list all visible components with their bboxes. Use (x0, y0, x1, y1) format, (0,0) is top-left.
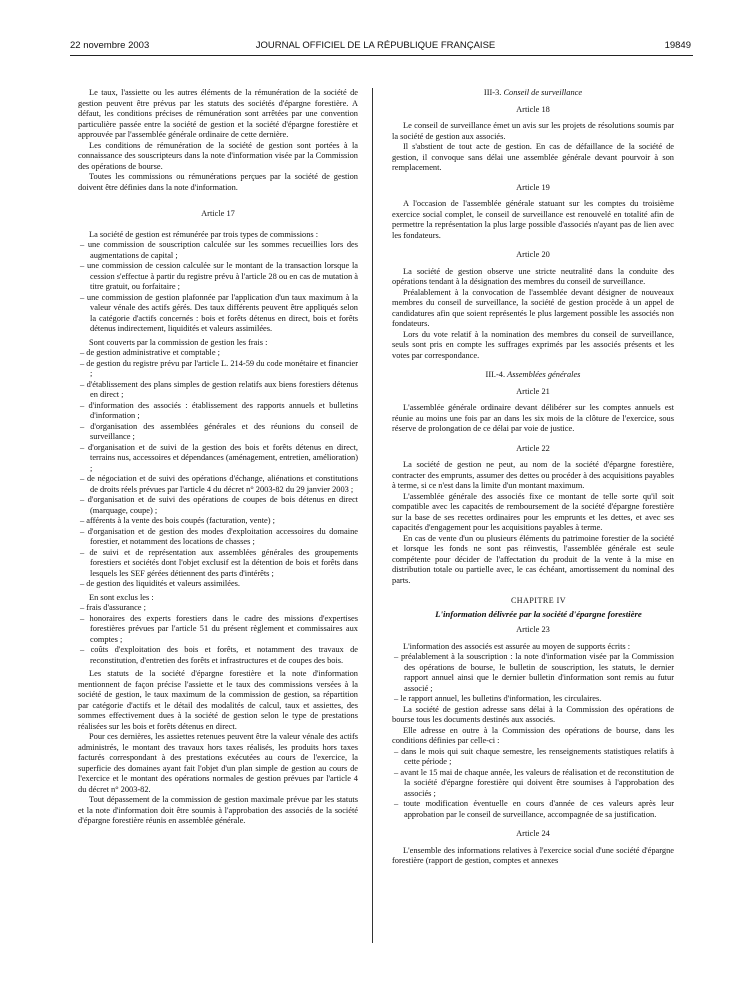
list-item: – honoraires des experts forestiers dans le cadre des missions d'expertises forestières prévues par l'article 51 du présent règlement et commissaires aux comptes ; (78, 614, 358, 646)
paragraph: La société de gestion est rémunérée par trois types de commissions : (89, 229, 319, 239)
paragraph: A l'occasion de l'assemblée générale statuant sur les comptes du troisième exercice social complet, le conseil de surveillance est renouvelé en totalité afin de permettre la représentation la plus large possible d'associés n'ayant pas de lien avec les fondateurs. (392, 199, 674, 240)
list-item: – dans le mois qui suit chaque semestre, les renseignements statistiques relatifs à cette période ; (392, 747, 674, 768)
list-item: – toute modification éventuelle en cours d'année de ces valeurs après leur approbation par le conseil de surveillance, accompagnée de sa justification. (392, 799, 674, 820)
article-heading: Article 18 (516, 104, 550, 114)
list-item: – d'organisation et de gestion des modes d'exploitation accessoires du domaine forestier, et notamment des locations de chasses ; (78, 527, 358, 548)
list-item: – de négociation et de suivi des opérations d'échange, aliénations et constitutions de droits réels prévues par l'article 4 du décret n° 2003-82 du 29 janvier 2003 ; (78, 474, 358, 495)
paragraph: En cas de vente d'un ou plusieurs éléments du patrimoine forestier de la société et lorsque les fonds ne sont pas réinvestis, l'assemblée générale est seule compétente pour décider de l'affectation du produit de la vente à la mise en distribution totale ou partielle avec, le cas échéant, amortissement du nominal des parts. (392, 533, 674, 585)
paragraph: L'information des associés est assurée au moyen de supports écrits : (403, 641, 631, 651)
paragraph: Lors du vote relatif à la nomination des membres du conseil de surveillance, seuls sont pris en compte les suffrages exprimés par les associés présents et les votes par correspondance. (392, 329, 674, 360)
list-item: – avant le 15 mai de chaque année, les valeurs de réalisation et de reconstitution de la société d'épargne forestière qui doivent être soumises à l'approbation des associés ; (392, 768, 674, 800)
article-heading: Article 23 (516, 625, 550, 634)
list-item: – d'organisation des assemblées générales et des réunions du conseil de surveillance ; (78, 422, 358, 443)
article-heading: Article 17 (201, 209, 235, 218)
list-item: – une commission de gestion plafonnée par l'application d'un taux maximum à la valeur vénale des actifs gérés. Des taux différents peuvent être appliqués selon la catégorie d'actifs concernés : bois et forêts détenus en direct, bois et forêts détenus indirectement, liquidités et valeurs assimilées. (78, 293, 358, 335)
paragraph: Elle adresse en outre à la Commission des opérations de bourse, dans les conditions définies par celle-ci : (392, 725, 674, 745)
right-column (392, 88, 674, 867)
commission-list (78, 240, 358, 335)
covered-costs-list (78, 348, 358, 590)
paragraph: Les statuts de la société d'épargne forestière et la note d'information mentionnent de façon précise l'assiette et le taux des commissions versées à la société de gestion, le taux maximum de la commission de gestion, sa répartition par catégorie d'actifs et le détail des modalités de calcul, taux et assiettes, des sommes effectivement dues à la société de gestion selon le type de prestations réalisées sur les bois et forêts détenus en direct. (78, 669, 358, 731)
information-supports-list (392, 652, 674, 705)
paragraph: La société de gestion ne peut, au nom de la société d'épargne forestière, contracter des emprunts, assumer des dettes ou procéder à des acquisitions payables à terme, si ce n'est dans la limite d'un montant maximum. (392, 460, 674, 490)
paragraph: L'assemblée générale des associés fixe ce montant de telle sorte qu'il soit compatible avec les capacités de remboursement de la société d'épargne forestière sur la base de ses recettes ordinaires pour les emprunts et les dettes, et avec ses capacités d'engagement pour les acquisitions payables à terme. (392, 491, 674, 532)
paragraph: En sont exclus les : (89, 592, 154, 602)
list-item: – afférents à la vente des bois coupés (facturation, vente) ; (78, 516, 358, 527)
list-item: – de suivi et de représentation aux assemblées générales des groupements forestiers et sociétés dont l'objet exclusif est la détention de bois et forêts dans lesquels les SEF gérées détiennent des parts d'intérêts ; (78, 548, 358, 580)
column-divider (372, 88, 373, 943)
paragraph: Toutes les commissions ou rémunérations perçues par la société de gestion doivent être définies dans la note d'information. (78, 172, 358, 192)
paragraph: L'ensemble des informations relatives à l'exercice social d'une société d'épargne forestière (rapport de gestion, comptes et annexes (392, 845, 674, 865)
paragraph: Sont couverts par la commission de gestion les frais : (89, 337, 268, 347)
paragraph: Les conditions de rémunération de la société de gestion sont portées à la connaissance des souscripteurs dans la note d'information visée par la Commission des opérations de bourse. (78, 140, 358, 171)
list-item: – frais d'assurance ; (78, 603, 358, 614)
list-item: – de gestion des liquidités et valeurs assimilées. (78, 579, 358, 590)
paragraph: La société de gestion observe une stricte neutralité dans la conduite des opérations tendant à la désignation des membres du conseil de surveillance. (392, 266, 674, 286)
cob-reporting-list (392, 747, 674, 821)
list-item: – coûts d'exploitation des bois et forêts, et notamment des travaux de reconstitution, d'entretien des forêts et infrastructures et de coupes des bois. (78, 645, 358, 666)
chapter-heading: CHAPITRE IV (510, 596, 567, 605)
list-item: – de gestion administrative et comptable ; (78, 348, 358, 359)
paragraph: L'assemblée générale ordinaire devant délibérer sur les comptes annuels est réunie au moins une fois par an dans les six mois de la clôture de l'exercice, sous réserve de prolongation de ce délai par voie de justice. (392, 403, 674, 433)
list-item: – une commission de cession calculée sur le montant de la transaction lorsque la cession s'effectue à partir du registre prévu à l'article 28 ou en cas de mutation à titre gratuit, ou forfaitaire ; (78, 261, 358, 293)
excluded-costs-list (78, 603, 358, 666)
list-item: – d'établissement des plans simples de gestion relatifs aux biens forestiers détenus en direct ; (78, 380, 358, 401)
list-item: – le rapport annuel, les bulletins d'information, les circulaires. (392, 694, 674, 705)
list-item: – d'information des associés : établissement des rapports annuels et bulletins d'information ; (78, 401, 358, 422)
article-heading: Article 21 (516, 386, 550, 396)
paragraph: Préalablement à la convocation de l'assemblée devant désigner de nouveaux membres du conseil de surveillance, la société de gestion procède à un appel de candidatures afin que soient représentés le plus largement possible les associés non fondateurs. (392, 287, 674, 328)
paragraph: Pour ces dernières, les assiettes retenues peuvent être la valeur vénale des actifs administrés, le montant des travaux hors taxes réalisés, les produits hors taxes facturés correspondant à des prestations exécutées au cours de l'exercice, la superficie des domaines ayant fait l'objet d'un plan simple de gestion au cours de l'exercice et le montant des opérations normales de gestion prévues par l'article 4 du décret n° 2003-82. (78, 732, 358, 794)
header-date: 22 novembre 2003 (70, 40, 150, 51)
paragraph: Le taux, l'assiette ou les autres éléments de la rémunération de la société de gestion peuvent être prévus par les statuts des sociétés d'épargne forestière. A défaut, les conditions précises de rémunération sont arrêtées par une convention particulière passée entre la société de gestion et la société d'épargne forestière et approuvée par l'assemblée générale ordinaire de cette dernière. (78, 88, 358, 139)
section-heading: III.-4. Assemblées générales (485, 370, 581, 379)
list-item: – préalablement à la souscription : la note d'information visée par la Commission des opérations de bourse, le bulletin de souscription, les statuts, le dernier rapport annuel ainsi que le dernier bulletin d'information sont remis au futur associé ; (392, 652, 674, 694)
article-heading: Article 24 (516, 829, 550, 838)
list-item: – d'organisation et de suivi des opérations de coupes de bois détenus en direct (marquage, coupe) ; (78, 495, 358, 516)
list-item: – d'organisation et de suivi de la gestion des bois et forêts détenus en direct, terrains nus, accessoires et dépendances (aménagement, entretien, amélioration) ; (78, 443, 358, 475)
list-item: – une commission de souscription calculée sur les sommes recueillies lors des augmentations de capital ; (78, 240, 358, 261)
article-heading: Article 19 (516, 182, 550, 192)
header-page-number: 19849 (664, 40, 691, 51)
header-title: JOURNAL OFFICIEL DE LA RÉPUBLIQUE FRANÇAISE (255, 40, 496, 51)
chapter-title: L'information délivrée par la société d'épargne forestière (435, 608, 642, 619)
article-heading: Article 22 (516, 443, 550, 453)
paragraph: La société de gestion adresse sans délai à la Commission des opérations de bourse tous les documents destinés aux associés. (392, 704, 674, 724)
paragraph: Il s'abstient de tout acte de gestion. En cas de défaillance de la société de gestion, il convoque sans délai une assemblée générale devant pourvoir à son remplacement. (392, 142, 674, 172)
header-rule (70, 55, 693, 56)
paragraph: Le conseil de surveillance émet un avis sur les projets de résolutions soumis par la société de gestion aux associés. (392, 121, 674, 141)
section-heading: III-3. Conseil de surveillance (483, 88, 583, 97)
article-heading: Article 20 (516, 250, 550, 259)
paragraph: Tout dépassement de la commission de gestion maximale prévue par les statuts et la note d'information doit être soumis à l'approbation des associés de la société d'épargne forestière réunis en assemblée générale. (78, 795, 358, 825)
list-item: – de gestion du registre prévu par l'article L. 214-59 du code monétaire et financier ; (78, 359, 358, 380)
left-column (78, 88, 358, 827)
